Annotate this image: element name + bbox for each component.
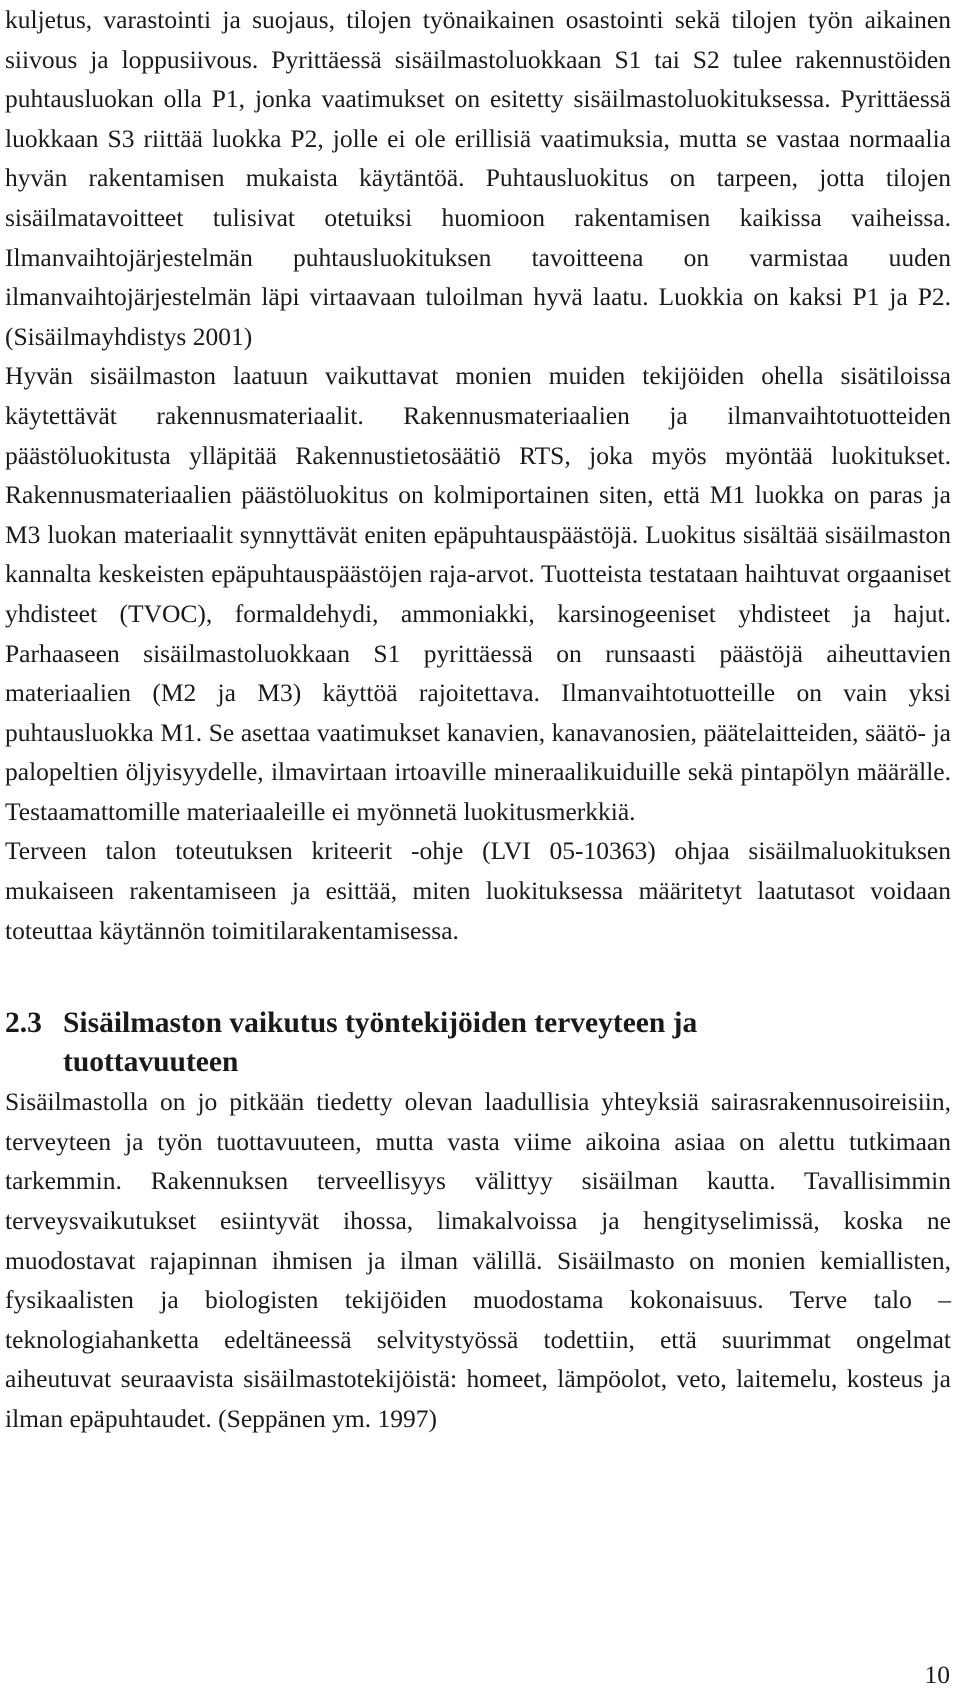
section-title: Sisäilmaston vaikutus työntekijöiden terveyteen ja tuottavuuteen [63,1007,698,1079]
page-number: 10 [924,1660,950,1689]
section-number: 2.3 [5,1007,42,1040]
paragraph-cleanliness-classification: kuljetus, varastointi ja suojaus, tilojen työnaikainen osastointi sekä tilojen työn aikainen siivous ja loppusiivous. Pyrittäessä sisäilmastoluokkaan S1 tai S2 tulee rakennustöiden puhtausluokan olla P1, jonka vaatimukset on esitetty sisäilmastoluokituksessa. Pyrittäessä luokkaan S3 riittää luokka P2, jolle ei ole erillisiä vaatimuksia, mutta se vastaa normaalia hyvän rakentamisen mukaista käytäntöä. Puhtausluokitus on tarpeen, jotta tilojen sisäilmatavoitteet tulisivat otetuiksi huomioon rakentamisen kaikissa vaiheissa. Ilmanvaihtojärjestelmän puhtausluokituksen tavoitteena on varmistaa uuden ilmanvaihtojärjestelmän läpi virtaavaan tuloilman hyvä laatu. Luokkia on kaksi P1 ja P2. (Sisäilmayhdistys 2001) [5,5,951,351]
paragraph-healthy-house-criteria: Terveen talon toteutuksen kriteerit -ohje (LVI 05-10363) ohjaa sisäilmaluokituksen mukaiseen rakentamiseen ja esittää, miten luokituksessa määritetyt laatutasot voidaan toteuttaa käytännön toimitilarakentamisessa. [5,836,951,945]
paragraph-indoor-climate-health: Sisäilmastolla on jo pitkään tiedetty olevan laadullisia yhteyksiä sairasrakennusoireisiin, terveyteen ja työn tuottavuuteen, mutta vasta viime aikoina asiaa on alettu tutkimaan tarkemmin. Rakennuksen terveellisyys välittyy sisäilman kautta. Tavallisimmin terveysvaikutukset esiintyvät ihossa, limakalvoissa ja hengityselimissä, koska ne muodostavat rajapinnan ihmisen ja ilman välillä. Sisäilmasto on monien kemiallisten, fysikaalisten ja biologisten tekijöiden muodostama kokonaisuus. Terve talo –teknologiahanketta edeltäneessä selvitystyössä todettiin, että suurimmat ongelmat aiheutuvat seuraavista sisäilmastotekijöistä: homeet, lämpöolot, veto, laitemelu, kosteus ja ilman epäpuhtaudet. (Seppänen ym. 1997) [5,1087,951,1433]
page-content [5,0,951,1439]
paragraph-material-emission-classification: Hyvän sisäilmaston laatuun vaikuttavat monien muiden tekijöiden ohella sisätiloissa käytettävät rakennusmateriaalit. Rakennusmateriaalien ja ilmanvaihtotuotteiden päästöluokitusta ylläpitää Rakennustietosäätiö RTS, joka myös myöntää luokitukset. Rakennusmateriaalien päästöluokitus on kolmiportainen siten, että M1 luokka on paras ja M3 luokan materiaalit synnyttävät eniten epäpuhtauspäästöjä. Luokitus sisältää sisäilmaston kannalta keskeisten epäpuhtauspäästöjen raja-arvot. Tuotteista testataan haihtuvat orgaaniset yhdisteet (TVOC), formaldehydi, ammoniakki, karsinogeeniset yhdisteet ja hajut. Parhaaseen sisäilmastoluokkaan S1 pyrittäessä on runsaasti päästöjä aiheuttavien materiaalien (M2 ja M3) käyttöä rajoitettava. Ilmanvaihtotuotteille on vain yksi puhtausluokka M1. Se asettaa vaatimukset kanavien, kanavanosien, päätelaitteiden, säätö- ja palopeltien öljyisyydelle, ilmavirtaan irtoaville mineraalikuiduille sekä pintapölyn määrälle. Testaamattomille materiaaleille ei myönnetä luokitusmerkkiä. [5,361,951,826]
section-heading [5,1004,951,1082]
